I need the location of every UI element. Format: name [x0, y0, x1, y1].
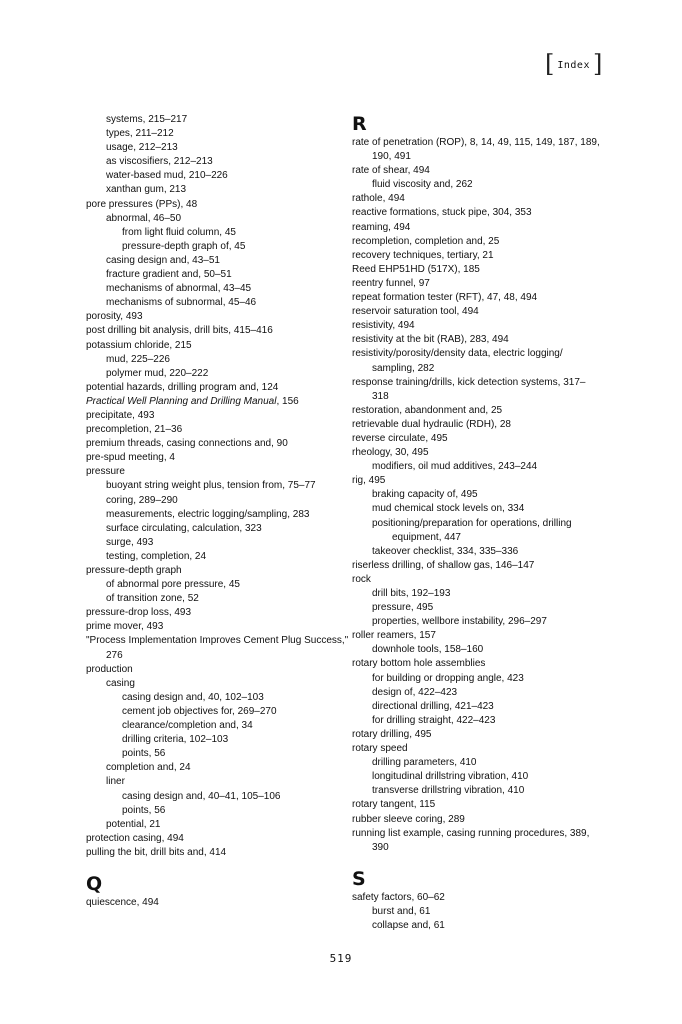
index-entry: response training/drills, kick detection systems, 317–318 [352, 376, 586, 402]
index-subentry: of transition zone, 52 [106, 593, 199, 605]
index-subentry: design of, 422–423 [372, 686, 458, 698]
index-entry: reaming, 494 [352, 221, 411, 233]
index-column-right [352, 113, 602, 933]
index-entry: rotary speed [352, 743, 408, 755]
index-subentry: abnormal, 46–50 [106, 212, 182, 224]
index-entry: premium threads, casing connections and, 90 [86, 438, 288, 450]
index-subentry: fluid viscosity and, 262 [372, 179, 473, 191]
index-subentry: testing, completion, 24 [106, 550, 207, 562]
index-entry: prime mover, 493 [86, 621, 164, 633]
index-entry: recompletion, completion and, 25 [352, 235, 500, 247]
index-entry: resistivity, 494 [352, 320, 415, 332]
entry-title-italic: Practical Well Planning and Drilling Manual [86, 395, 277, 407]
index-subentry: cement job objectives for, 269–270 [122, 705, 277, 717]
index-subentry: types, 211–212 [106, 128, 174, 140]
index-subentry: casing [106, 677, 135, 689]
index-entry: retrievable dual hydraulic (RDH), 28 [352, 418, 511, 430]
index-subentry: mechanisms of abnormal, 43–45 [106, 283, 252, 295]
index-entry: pressure-depth graph [86, 565, 182, 576]
index-subentry: pressure, 495 [372, 602, 434, 614]
index-subentry: water-based mud, 210–226 [106, 170, 228, 182]
index-subentry: for building or dropping angle, 423 [372, 672, 524, 684]
index-subentry: transverse drillstring vibration, 410 [372, 785, 525, 797]
index-subentry: surge, 493 [106, 536, 154, 548]
index-subentry: modifiers, oil mud additives, 243–244 [372, 461, 538, 473]
index-entry: pulling the bit, drill bits and, 414 [86, 846, 227, 858]
index-subentry: points, 56 [122, 804, 166, 816]
index-subentry: mud, 225–226 [106, 353, 170, 365]
header-bracket-close: ] [592, 50, 603, 78]
index-entry: roller reamers, 157 [352, 630, 436, 642]
index-entry: porosity, 493 [86, 311, 143, 323]
index-subentry: completion and, 24 [106, 762, 191, 774]
index-entry: rathole, 494 [352, 193, 405, 205]
index-subentry: fracture gradient and, 50–51 [106, 269, 232, 281]
index-entry: pressure-drop loss, 493 [86, 607, 192, 619]
section-letter: S [352, 867, 366, 890]
index-subentry: liner [106, 776, 125, 788]
index-subentry: measurements, electric logging/sampling, 283 [106, 508, 310, 520]
index-entry: rubber sleeve coring, 289 [352, 813, 465, 825]
page-number: 519 [329, 952, 353, 965]
index-subentry: clearance/completion and, 34 [122, 720, 253, 732]
index-entry: Reed EHP51HD (517X), 185 [352, 263, 480, 275]
index-entry: repeat formation tester (RFT), 47, 48, 494 [352, 292, 538, 304]
index-entry: recovery techniques, tertiary, 21 [352, 249, 494, 261]
index-entry: resistivity at the bit (RAB), 283, 494 [352, 334, 509, 346]
index-subentry: drill bits, 192–193 [372, 588, 451, 599]
index-subentry: collapse and, 61 [372, 919, 445, 931]
index-entry: rock [352, 573, 371, 585]
index-subentry: downhole tools, 158–160 [372, 644, 484, 656]
index-entry: quiescence, 494 [86, 896, 159, 908]
index-subentry: of abnormal pore pressure, 45 [106, 579, 240, 591]
index-subentry: usage, 212–213 [106, 142, 178, 154]
index-entry: rate of penetration (ROP), 8, 14, 49, 115, 149, 187, 189, 190, 491 [352, 137, 600, 163]
index-subentry: mechanisms of subnormal, 45–46 [106, 297, 257, 309]
index-entry: rheology, 30, 495 [352, 447, 429, 459]
index-subentry: mud chemical stock levels on, 334 [372, 503, 525, 515]
index-entry: pressure [86, 466, 125, 478]
entry-page-ref: , 156 [276, 395, 299, 407]
index-subentry: points, 56 [122, 748, 166, 760]
index-entry: rate of shear, 494 [352, 165, 430, 177]
index-subentry: casing design and, 43–51 [106, 254, 220, 266]
index-subentry: from light fluid column, 45 [122, 226, 236, 238]
index-subentry: casing design and, 40–41, 105–106 [122, 790, 281, 802]
section-letter: Q [86, 872, 103, 895]
index-subentry: coring, 289–290 [106, 494, 178, 506]
index-subentry: xanthan gum, 213 [106, 184, 187, 196]
index-entry: precipitate, 493 [86, 409, 155, 421]
index-entry: reentry funnel, 97 [352, 277, 430, 289]
index-entry: "Process Implementation Improves Cement Plug Success," 276 [86, 635, 349, 661]
index-entry: reactive formations, stuck pipe, 304, 353 [352, 207, 532, 219]
index-subentry: buoyant string weight plus, tension from, 75–77 [106, 480, 316, 492]
index-entry: pre-spud meeting, 4 [86, 452, 175, 464]
index-entry: pore pressures (PPs), 48 [86, 198, 198, 210]
index-entry: riserless drilling, of shallow gas, 146–147 [352, 559, 535, 571]
index-entry: rotary tangent, 115 [352, 799, 436, 811]
index-entry: safety factors, 60–62 [352, 891, 445, 903]
index-entry: reverse circulate, 495 [352, 432, 448, 444]
header-section-label: Index [557, 59, 590, 71]
index-subentry: longitudinal drillstring vibration, 410 [372, 771, 529, 783]
index-entry: resistivity/porosity/density data, electric logging/ sampling, 282 [352, 348, 563, 374]
index-subentry: surface circulating, calculation, 323 [106, 522, 262, 534]
index-entry: post drilling bit analysis, drill bits, 415–416 [86, 325, 273, 337]
index-subentry: drilling criteria, 102–103 [122, 734, 229, 746]
index-subentry: takeover checklist, 334, 335–336 [372, 545, 519, 557]
index-entry [86, 395, 351, 409]
index-entry: rig, 495 [352, 475, 386, 487]
index-subentry: properties, wellbore instability, 296–297 [372, 616, 547, 628]
index-column-left [86, 113, 351, 910]
running-header [545, 52, 602, 76]
index-subentry: potential, 21 [106, 818, 161, 830]
index-subentry: as viscosifiers, 212–213 [106, 156, 213, 168]
index-subentry: casing design and, 40, 102–103 [122, 691, 264, 703]
index-subentry: pressure-depth graph of, 45 [122, 240, 246, 252]
index-subentry: polymer mud, 220–222 [106, 367, 209, 379]
index-subentry: for drilling straight, 422–423 [372, 714, 496, 726]
index-subentry: systems, 215–217 [106, 114, 188, 125]
index-entry: restoration, abandonment and, 25 [352, 404, 503, 416]
index-entry: rotary drilling, 495 [352, 728, 432, 740]
index-subentry: burst and, 61 [372, 905, 431, 917]
index-entry: reservoir saturation tool, 494 [352, 306, 479, 318]
index-entry: running list example, casing running procedures, 389, 390 [352, 827, 590, 853]
index-entry: potassium chloride, 215 [86, 339, 192, 351]
index-entry: production [86, 663, 133, 675]
index-subentry: positioning/preparation for operations, drilling equipment, 447 [372, 517, 572, 543]
index-entry: potential hazards, drilling program and, 124 [86, 381, 279, 393]
index-entry: rotary bottom hole assemblies [352, 658, 486, 670]
index-subentry: braking capacity of, 495 [372, 489, 478, 501]
header-bracket-open: [ [545, 50, 555, 78]
index-entry: precompletion, 21–36 [86, 424, 183, 436]
section-letter: R [352, 113, 367, 135]
index-entry: protection casing, 494 [86, 832, 184, 844]
index-subentry: directional drilling, 421–423 [372, 700, 494, 712]
index-subentry: drilling parameters, 410 [372, 757, 477, 769]
